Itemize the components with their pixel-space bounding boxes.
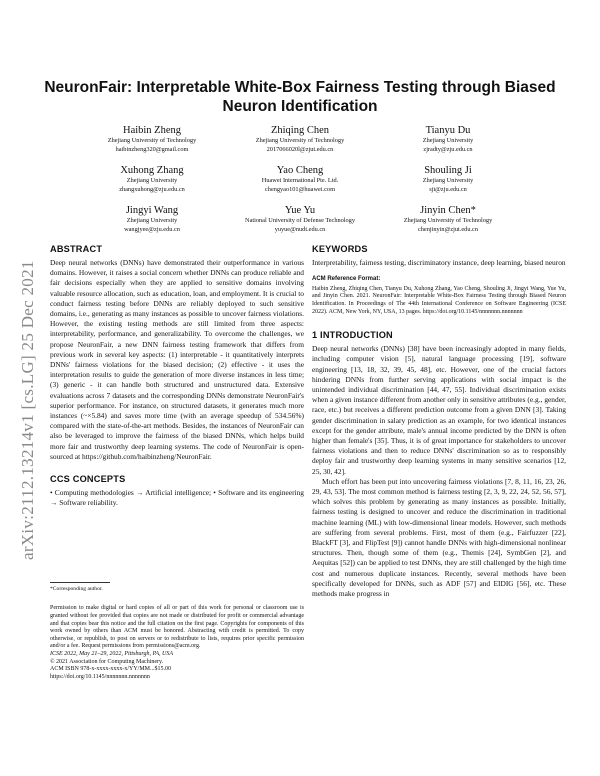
author-name: Zhiqing Chen (270, 125, 330, 136)
author-affiliation: Zhejiang University (422, 177, 474, 184)
arxiv-stamp (6, 200, 37, 560)
author-name: Yue Yu (284, 205, 316, 216)
author-affiliation: Huawei International Pte. Ltd. (261, 177, 339, 184)
author-block (348, 124, 548, 154)
right-column (312, 244, 566, 599)
doi-link[interactable]: https://doi.org/10.1145/nnnnnnn.nnnnnnn (50, 673, 150, 680)
author-email: haibinzheng320@gmail.com (115, 145, 189, 153)
author-name: Shouling Ji (424, 165, 472, 176)
arxiv-identifier: arXiv:2112.13214v1 [cs.LG] 25 Dec 2021 (18, 260, 37, 560)
author-name: Xuhong Zhang (120, 165, 184, 176)
author-email: zjradty@zju.edu.cn (423, 145, 473, 153)
author-email: chengyao101@huawei.com (265, 185, 335, 193)
reference-format-text: Haibin Zheng, Zhiqing Chen, Tianyu Du, Xuhong Zhang, Yao Cheng, Shouling Ji, Jingyi Wang, Yue Yu, and Jinyin Chen. 2021. NeuronFair: Interpretable White-Box Fairness Testing through Biased Neuron Identification. In Proceedings of The 44th International Conference on Software Engineering (ICSE 2022). ACM, New York, NY, USA, 13 pages. https://doi.org/10.1145/nnnnnnn.nnnnnnn (312, 285, 566, 315)
author-affiliation: Zhejiang University (126, 217, 178, 224)
isbn: ACM ISBN 978-x-xxxx-xxxx-x/YY/MM...$15.00 (50, 666, 172, 673)
author-affiliation: Zhejiang University (126, 177, 178, 184)
footnote-rule (50, 582, 110, 583)
reference-format-heading: ACM Reference Format: (312, 276, 381, 283)
paper-title: NeuronFair: Interpretable White-Box Fairness Testing through Biased Neuron Identification (44, 79, 556, 115)
author-email: yuyue@nudt.edu.cn (274, 225, 326, 233)
author-affiliation: Zhejiang University of Technology (403, 217, 493, 224)
ccs-heading: CCS CONCEPTS (50, 474, 126, 485)
author-email: chenjinyin@zjut.edu.cn (417, 225, 478, 233)
author-affiliation: Zhejiang University of Technology (255, 137, 345, 144)
author-block (348, 164, 548, 194)
introduction-heading: 1 INTRODUCTION (312, 330, 393, 341)
author-name: Haibin Zheng (122, 125, 182, 136)
conference-venue: ICSE 2022, May 21–29, 2022, Pittsburgh, PA, USA (50, 650, 173, 657)
keywords-heading: KEYWORDS (312, 244, 368, 254)
abstract-heading: ABSTRACT (50, 244, 103, 254)
author-email: sji@zju.edu.cn (429, 185, 467, 193)
author-email: 2017066020l@zjut.edu.cn (266, 145, 334, 153)
abstract-text: Deep neural networks (DNNs) have demonstrated their outperformance in various domains. However, it raises a social concern whether DNNs can produce reliable and fair decisions especially when they are applied to sensitive domains involving valuable resource allocation, such as education, loan, and employment. It is crucial to conduct fairness testing before DNNs are reliably deployed to such sensitive domains, i.e., generating as many instances as possible to uncover fairness violations. However, the existing testing methods are still limited from three aspects: interpretability, performance, and generalizability. To overcome the challenges, we propose NeuronFair, a new DNN fairness testing framework that differs from previous work in several key aspects: (1) interpretable - it quantitatively interprets DNNs' fairness violations for the biased decision; (2) effective - it uses the interpretation results to guide the generation of more diverse instances in less time; (3) generic - it can handle both structured and unstructured data. Extensive evaluations across 7 datasets and the corresponding DNNs demonstrate NeuronFair's superior performance. For instance, on structured datasets, it generates much more instances (~×5.84) and saves more time (with an average speedup of 534.56%) compared with the state-of-the-art methods. Besides, the instances of NeuronFair can also be leveraged to improve the fairness of the biased DNNs, which helps build more fair and trustworthy deep learning systems. The code of NeuronFair is open-sourced at https://github.com/haibinzheng/NeuronFair. (50, 258, 304, 461)
author-affiliation: Zhejiang University (422, 137, 474, 144)
ccs-text: • Computing methodologies → Artificial intelligence; • Software and its engineering → Software reliability. (50, 488, 304, 508)
author-name: Jinyin Chen* (420, 205, 476, 216)
introduction-paragraph: Much effort has been put into uncovering fairness violations [7, 8, 11, 16, 23, 26, 29, 43, 53]. The most common method is fairness testing [2, 3, 9, 22, 24, 52, 56, 57], which solves this problem by generating as many instances as possible. Initially, fairness testing is designed to uncover and reduce the discrimination in traditional machine learning (ML) with low-dimensional linear models. However, such methods are suffering from several problems. First, most of them (e.g., Fairfuzzer [22], BlackFT [3], and FlipTest [9]) cannot handle DNNs with high-dimensional nonlinear structures. Then, though some of them (e.g., Themis [24], SymbGen [2], and Aequitas [52]) can be applied to test DNNs, they are still challenged by the high time cost and numerous duplicate instances. Recently, several methods have been specifically developed for DNNs, such as ADF [57] and EIDIG [56], etc. These methods make progress in (312, 476, 566, 599)
author-affiliation: National University of Defense Technology (245, 217, 355, 224)
author-name: Jingyi Wang (125, 205, 179, 216)
corresponding-author-note: *Corresponding author. (50, 586, 103, 592)
introduction-paragraph: Deep neural networks (DNNs) [38] have been increasingly adopted in many fields, including computer vision [5], natural language processing [19], software engineering [13, 18, 32, 39, 45, 48], etc. However, one of the crucial factors hindering DNNs from further serving applications with social impact is the unintended individual discrimination [44, 47, 55]. Individual discrimination exists when a given instance different from another only in sensitive attributes (e.g., gender, race, etc.) but receives a different prediction outcome from a given DNN [3]. Taking gender discrimination in salary prediction as an example, for two identical instances except for the gender attribute, male's annual income predicted by the DNN is often higher than female's [35]. Thus, it is of great importance for stakeholders to uncover fairness violations and then to reduce DNNs' discrimination so as to responsibly deploy fair and trustworthy deep learning systems in many sensitive scenarios [12, 25, 30, 42]. (312, 344, 566, 476)
author-affiliation: Zhejiang University of Technology (107, 137, 197, 144)
permission-notice: Permission to make digital or hard copies of all or part of this work for personal or classroom use is granted without fee provided that copies are not made or distributed for profit or commercial advantage and that copies bear this notice and the full citation on the first page. Copyrights for components of this work owned by others than ACM must be honored. Abstracting with credit is permitted. To copy otherwise, or republish, to post on servers or to redistribute to lists, requires prior specific permission and/or a fee. Request permissions from permissions@acm.org. (50, 605, 304, 650)
author-name: Tianyu Du (425, 125, 471, 136)
copyright-notice: © 2021 Association for Computing Machinery. (50, 658, 164, 665)
author-email: wangjyee@zju.edu.cn (124, 225, 180, 233)
keywords-text: Interpretability, fairness testing, discriminatory instance, deep learning, biased neuron (312, 258, 566, 267)
author-block (348, 204, 548, 234)
author-name: Yao Cheng (276, 165, 324, 176)
left-column (50, 244, 304, 508)
author-email: zhangxuhong@zju.edu.cn (119, 185, 185, 193)
footnote-area (50, 586, 304, 681)
